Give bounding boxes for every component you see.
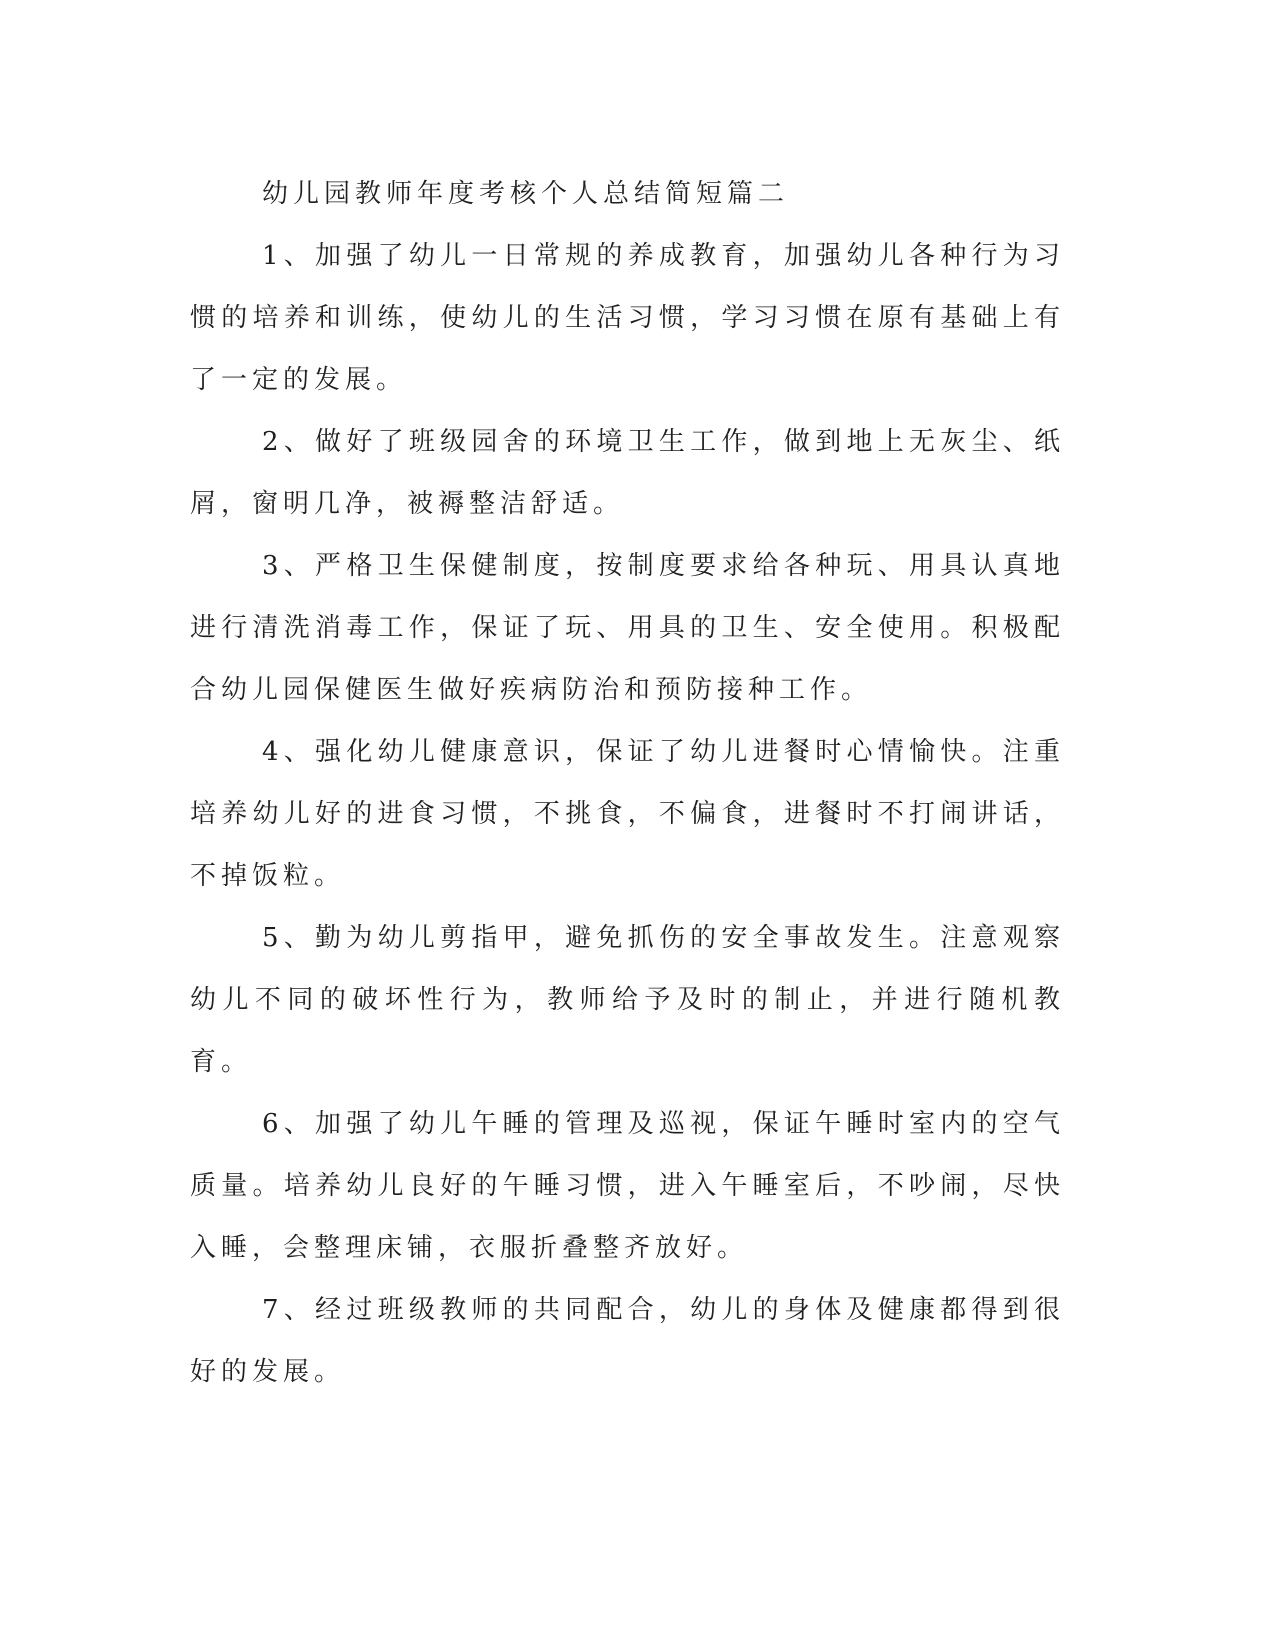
paragraph-7: 7、经过班级教师的共同配合，幼儿的身体及健康都得到很好的发展。 [190,1295,1065,1387]
paragraph-2: 2、做好了班级园舍的环境卫生工作，做到地上无灰尘、纸屑，窗明几净，被褥整洁舒适。 [190,427,1065,519]
document-title: 幼儿园教师年度考核个人总结简短篇二 [262,179,790,209]
paragraph-3: 3、严格卫生保健制度，按制度要求给各种玩、用具认真地进行清洗消毒工作，保证了玩、用具的卫生、安全使用。积极配合幼儿园保健医生做好疾病防治和预防接种工作。 [190,551,1065,705]
document-body [190,163,1065,1403]
paragraph-5: 5、勤为幼儿剪指甲，避免抓伤的安全事故发生。注意观察幼儿不同的破坏性行为，教师给予及时的制止，并进行随机教育。 [190,923,1065,1077]
paragraph-4: 4、强化幼儿健康意识，保证了幼儿进餐时心情愉快。注重培养幼儿好的进食习惯，不挑食，不偏食，进餐时不打闹讲话，不掉饭粒。 [190,737,1065,891]
paragraph-1: 1、加强了幼儿一日常规的养成教育，加强幼儿各种行为习惯的培养和训练，使幼儿的生活习惯，学习习惯在原有基础上有了一定的发展。 [190,241,1065,395]
paragraph-6: 6、加强了幼儿午睡的管理及巡视，保证午睡时室内的空气质量。培养幼儿良好的午睡习惯，进入午睡室后，不吵闹，尽快入睡，会整理床铺，衣服折叠整齐放好。 [190,1109,1065,1263]
